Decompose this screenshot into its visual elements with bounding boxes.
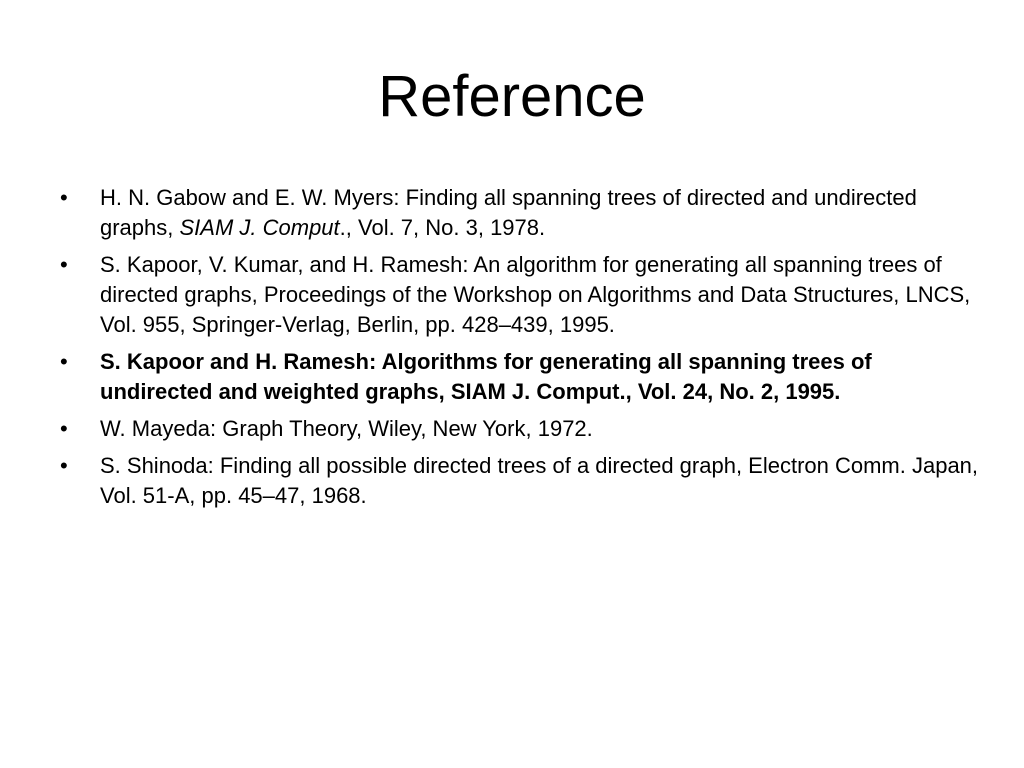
bullet: •	[60, 453, 68, 478]
bullet: •	[60, 252, 68, 277]
reference-item-shinoda	[60, 451, 980, 511]
reference-text: S. Kapoor, V. Kumar, and H. Ramesh: An algorithm for generating all spanning trees of directed graphs, Proceedings of the Workshop on Algorithms and Data Structures, LNCS, Vol. 955, Springer-Verlag, Berlin, pp. 428–439, 1995.	[100, 252, 971, 337]
reference-text: S. Kapoor and H. Ramesh: Algorithms for generating all spanning trees of undirected and weighted graphs, SIAM J. Comput., Vol. 24, No. 2, 1995.	[100, 349, 872, 404]
journal-name: SIAM J. Comput	[179, 215, 340, 240]
reference-item-kapoor-kumar-ramesh	[60, 250, 980, 340]
slide-title: Reference	[378, 64, 646, 129]
reference-item-gabow-myers	[60, 183, 980, 243]
bullet: •	[60, 349, 68, 374]
reference-text: W. Mayeda: Graph Theory, Wiley, New York, 1972.	[100, 416, 593, 441]
reference-text: S. Shinoda: Finding all possible directed trees of a directed graph, Electron Comm. Japan, Vol. 51-A, pp. 45–47, 1968.	[100, 453, 979, 508]
reference-text-part: ., Vol. 7, No. 3, 1978.	[339, 215, 546, 240]
bullet: •	[60, 416, 68, 441]
reference-item-mayeda	[60, 414, 980, 444]
reference-text	[100, 185, 917, 240]
reference-list	[60, 183, 980, 518]
reference-text-part: H. N. Gabow and E. W. Myers: Finding all spanning trees of directed and undirected graphs,	[100, 185, 917, 240]
reference-item-kapoor-ramesh	[60, 347, 980, 407]
bullet: •	[60, 185, 68, 210]
